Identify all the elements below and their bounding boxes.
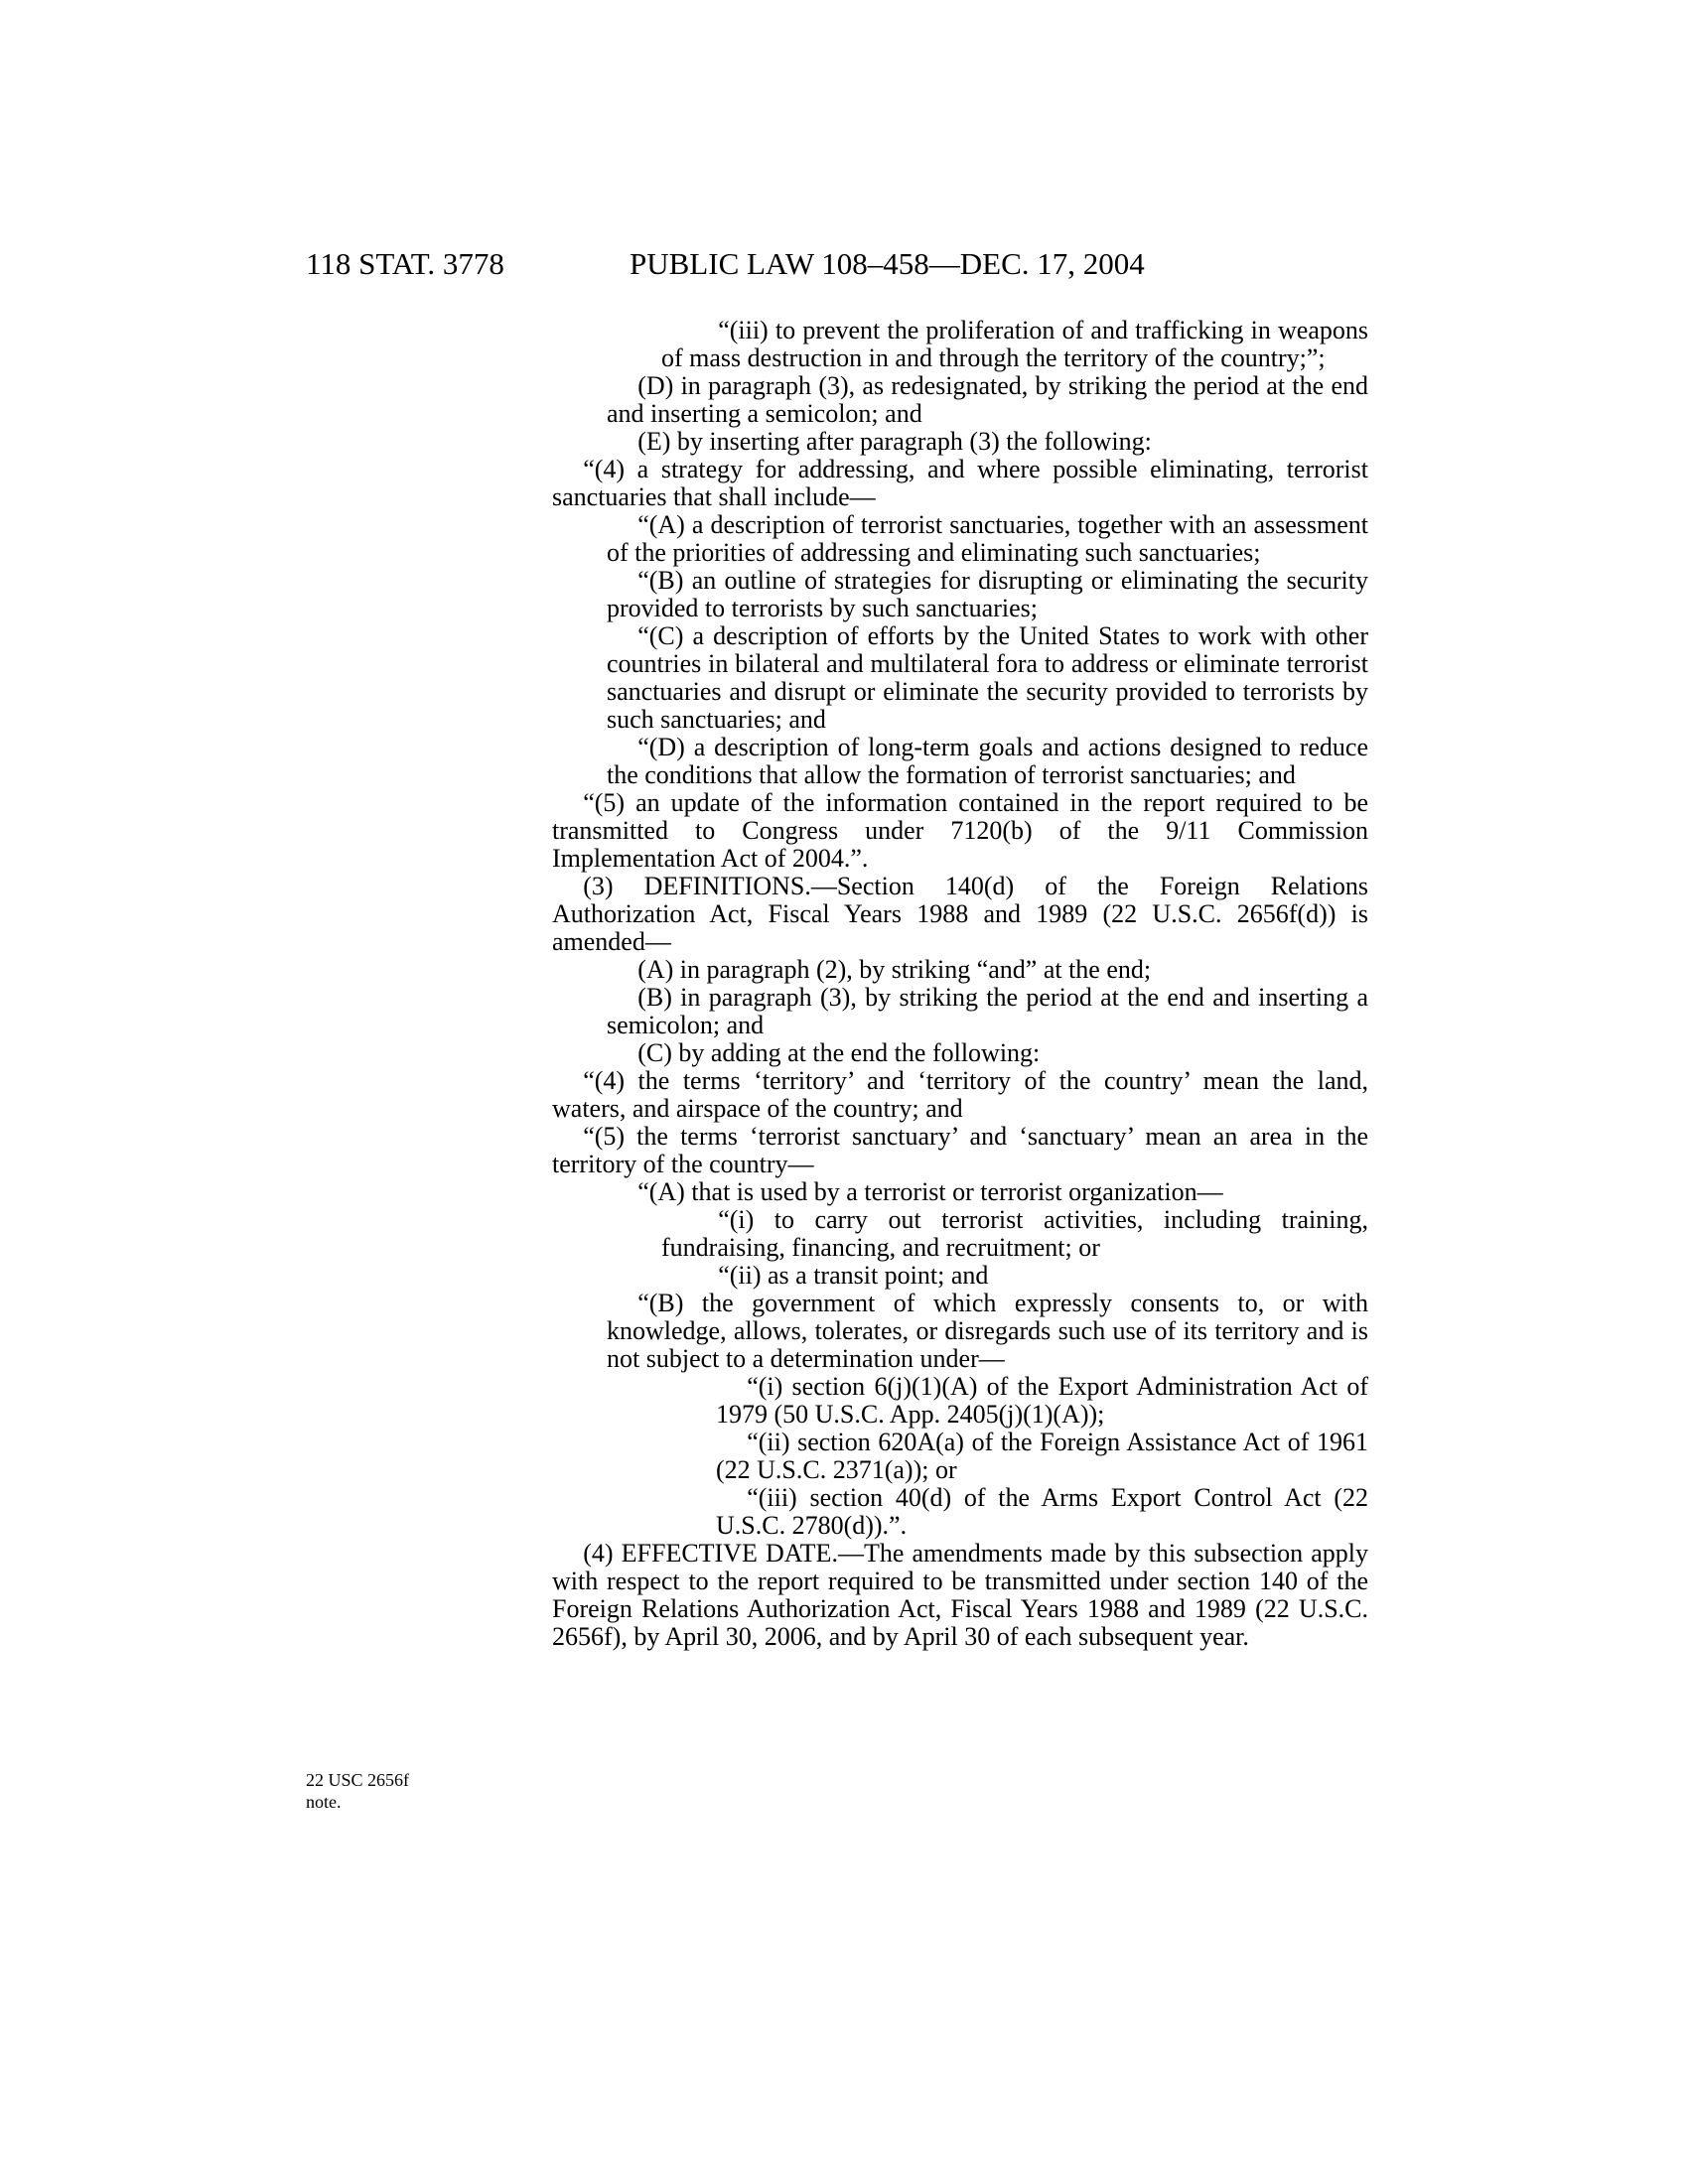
margin-note: 22 USC 2656f note.: [306, 1770, 410, 1812]
paragraph: (A) in paragraph (2), by striking “and” at the end;: [637, 955, 1152, 984]
paragraph: “(5) the terms ‘terrorist sanctuary’ and ‘sanctuary’ mean an area in the territory of the country—: [552, 1122, 1368, 1178]
paragraph-effective-date: (4) EFFECTIVE DATE.—The amendments made by this subsection apply with respect to the report required to be transmitted under section 140 of the Foreign Relations Authorization Act, Fiscal Years 1988 and 1989 (22 U.S.C. 2656f), by April 30, 2006, and by April 30 of each subsequent year.: [552, 1539, 1368, 1651]
paragraph: “(4) the terms ‘territory’ and ‘territory of the country’ mean the land, waters, and airspace of the country; and: [552, 1066, 1368, 1123]
stat-page-number: 118 STAT. 3778: [306, 246, 504, 281]
paragraph: (B) in paragraph (3), by striking the period at the end and inserting a semicolon; and: [607, 983, 1368, 1039]
paragraph: “(i) to carry out terrorist activities, including training, fundraising, financing, and recruitment; or: [661, 1205, 1368, 1262]
paragraph: “(C) a description of efforts by the United States to work with other countries in bilateral and multilateral fora to address or eliminate terrorist sanctuaries and disrupt or eliminate the security provided to terrorists by such sanctuaries; and: [607, 621, 1368, 734]
document-body: [552, 317, 1368, 1651]
paragraph: “(iii) section 40(d) of the Arms Export Control Act (22 U.S.C. 2780(d)).”.: [716, 1483, 1368, 1540]
paragraph: (D) in paragraph (3), as redesignated, by striking the period at the end and inserting a semicolon; and: [607, 371, 1368, 428]
paragraph: “(ii) section 620A(a) of the Foreign Assistance Act of 1961 (22 U.S.C. 2371(a)); or: [716, 1428, 1368, 1484]
paragraph: “(B) the government of which expressly consents to, or with knowledge, allows, tolerates, or disregards such use of its territory and is not subject to a determination under—: [607, 1289, 1368, 1373]
paragraph: (C) by adding at the end the following:: [637, 1038, 1041, 1067]
paragraph: “(A) a description of terrorist sanctuaries, together with an assessment of the priorities of addressing and eliminating such sanctuaries;: [607, 510, 1368, 567]
paragraph: “(i) section 6(j)(1)(A) of the Export Administration Act of 1979 (50 U.S.C. App. 2405(j)(1)(A));: [716, 1372, 1368, 1429]
paragraph: “(ii) as a transit point; and: [718, 1261, 989, 1290]
paragraph: “(4) a strategy for addressing, and where possible eliminating, terrorist sanctuaries that shall include—: [552, 455, 1368, 511]
paragraph-definitions: (3) DEFINITIONS.—Section 140(d) of the Foreign Relations Authorization Act, Fiscal Years 1988 and 1989 (22 U.S.C. 2656f(d)) is amended—: [552, 872, 1368, 956]
paragraph: “(A) that is used by a terrorist or terrorist organization—: [637, 1177, 1223, 1206]
paragraph: “(B) an outline of strategies for disrupting or eliminating the security provided to terrorists by such sanctuaries;: [607, 566, 1368, 622]
paragraph: “(iii) to prevent the proliferation of and trafficking in weapons of mass destruction in and through the territory of the country;”;: [661, 316, 1368, 372]
public-law-title: PUBLIC LAW 108–458—DEC. 17, 2004: [630, 246, 1145, 281]
paragraph: “(5) an update of the information contained in the report required to be transmitted to Congress under 7120(b) of the 9/11 Commission Implementation Act of 2004.”.: [552, 788, 1368, 873]
page-header: [0, 246, 1688, 286]
paragraph: (E) by inserting after paragraph (3) the following:: [637, 427, 1152, 456]
paragraph: “(D) a description of long-term goals and actions designed to reduce the conditions that allow the formation of terrorist sanctuaries; and: [607, 733, 1368, 789]
